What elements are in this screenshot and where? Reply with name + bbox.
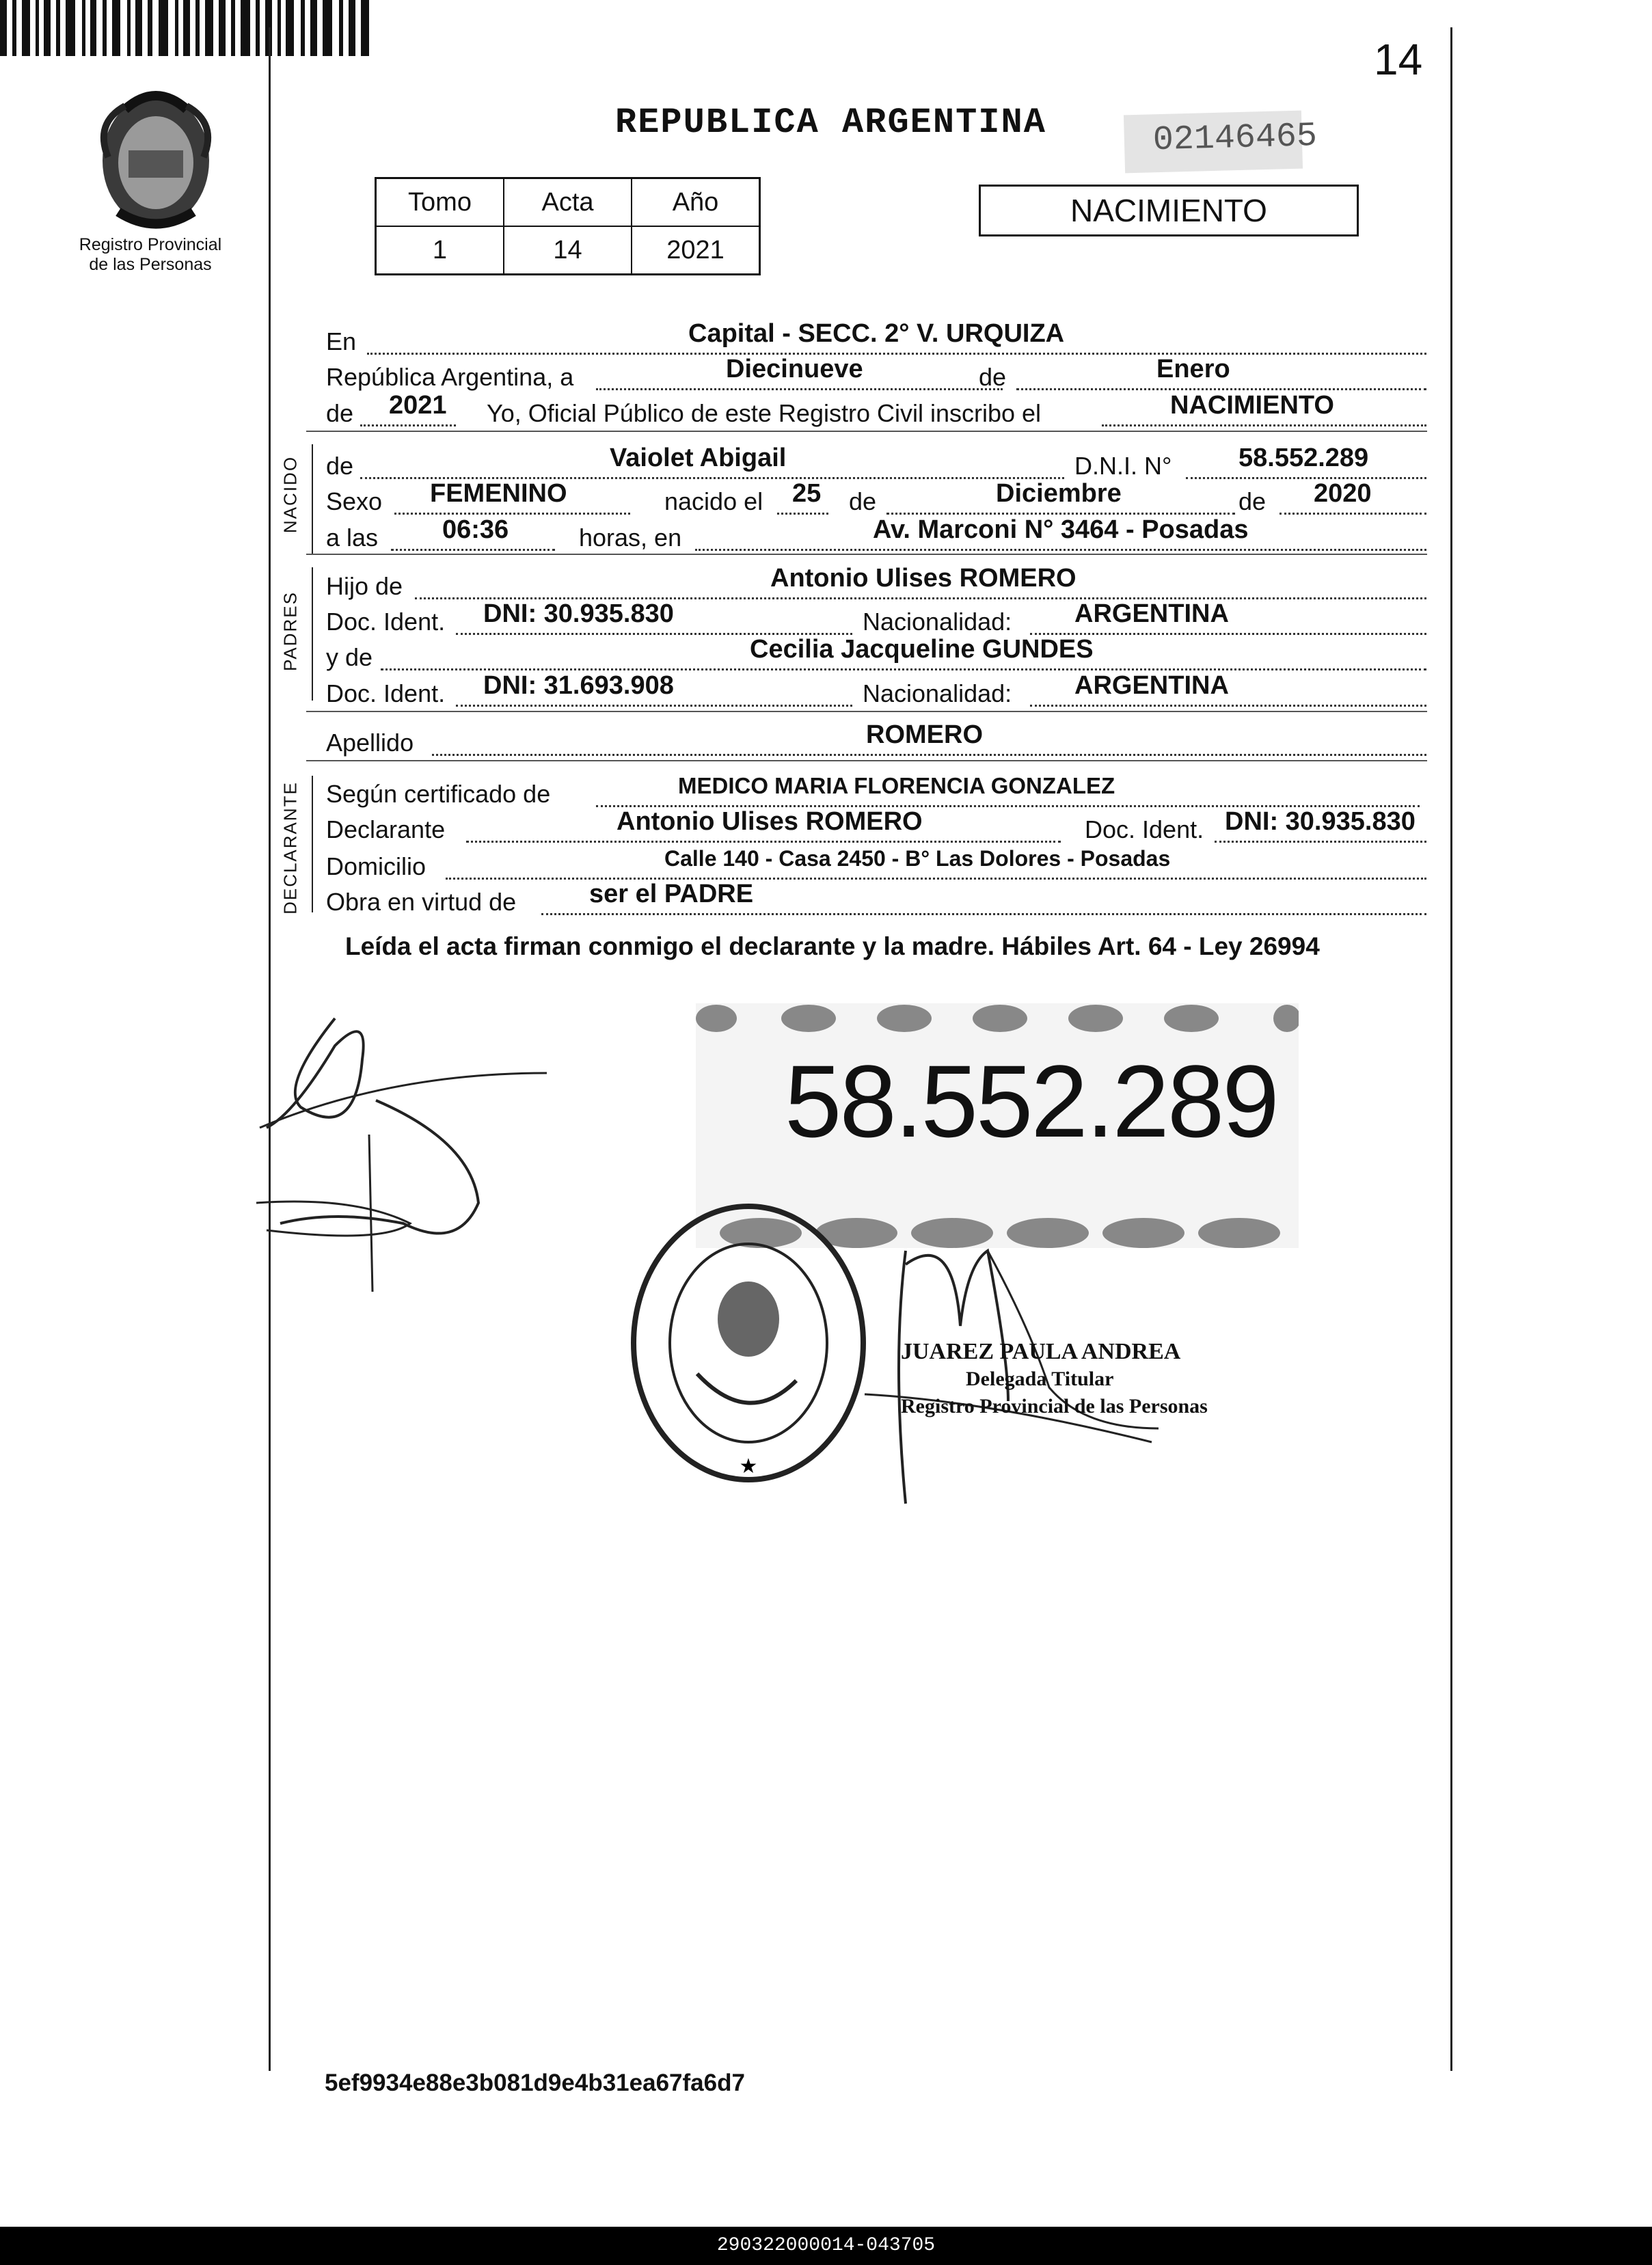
section-bar-declarante — [312, 776, 313, 912]
footer-code-bar: 290322000014-043705 — [0, 2227, 1652, 2265]
value-birth-year: 2020 — [1314, 479, 1372, 508]
row-apellido — [326, 720, 1426, 761]
value-declarante: Antonio Ulises ROMERO — [617, 807, 923, 836]
official-role: Delegada Titular — [966, 1368, 1114, 1390]
label-inscribo: Yo, Oficial Público de este Registro Civil inscribo el — [487, 399, 1042, 427]
value-father-nat: ARGENTINA — [1074, 599, 1229, 628]
label-republica: República Argentina, a — [326, 363, 574, 391]
section-label-padres: PADRES — [280, 591, 301, 671]
value-month: Enero — [1156, 355, 1230, 383]
value-year: 2021 — [389, 391, 447, 420]
label-domicilio: Domicilio — [326, 852, 426, 880]
value-sexo: FEMENINO — [430, 479, 567, 508]
label-certificado: Según certificado de — [326, 780, 551, 808]
value-birth-day: 25 — [792, 479, 822, 508]
logo-caption: Registro Provincial de las Personas — [79, 235, 222, 274]
label-declarante: Declarante — [326, 815, 446, 843]
value-time: 06:36 — [442, 515, 509, 544]
value-birth-place: Av. Marconi N° 3464 - Posadas — [873, 515, 1249, 544]
value-en: Capital - SECC. 2° V. URQUIZA — [688, 319, 1065, 348]
label-de-month: de — [849, 487, 877, 515]
closing-statement: Leída el acta firman conmigo el declarante y la madre. Hábiles Art. 64 - Ley 26994 — [345, 932, 1320, 960]
section-separator — [306, 711, 1427, 712]
header-tomo: Tomo — [376, 178, 504, 227]
label-nacionalidad: Nacionalidad: — [863, 679, 1012, 707]
value-day: Diecinueve — [726, 355, 863, 383]
header-acta: Acta — [504, 178, 632, 227]
page-number: 14 — [1374, 35, 1423, 84]
section-label-nacido: NACIDO — [280, 455, 301, 534]
svg-text:★: ★ — [739, 1454, 758, 1478]
label-horas-en: horas, en — [579, 524, 682, 552]
value-declarante-doc: DNI: 30.935.830 — [1225, 807, 1416, 836]
record-type-box: NACIMIENTO — [979, 185, 1359, 236]
section-bar-nacido — [312, 444, 313, 554]
section-separator — [306, 760, 1427, 761]
label-doc-ident: Doc. Ident. — [1085, 815, 1204, 843]
row-mother-doc — [326, 671, 1426, 711]
value-apellido: ROMERO — [866, 720, 983, 749]
declarant-signature — [253, 1005, 567, 1299]
row-domicilio — [326, 846, 1426, 884]
label-de-year: de — [326, 399, 354, 427]
section-label-declarante: DECLARANTE — [280, 781, 301, 914]
value-child-name: Vaiolet Abigail — [610, 444, 787, 472]
right-margin-line — [1450, 27, 1452, 2071]
label-apellido: Apellido — [326, 729, 414, 757]
label-a-las: a las — [326, 524, 379, 552]
label-y-de: y de — [326, 643, 373, 671]
value-mother-nat: ARGENTINA — [1074, 671, 1229, 700]
value-acta: 14 — [504, 226, 632, 275]
province-coat-of-arms-logo — [87, 82, 224, 232]
label-de-birthyear: de — [1238, 487, 1267, 515]
registry-table — [375, 177, 761, 275]
label-doc-ident: Doc. Ident. — [326, 608, 446, 636]
row-hora — [326, 515, 1426, 556]
section-separator — [306, 554, 1427, 555]
value-certificado: MEDICO MARIA FLORENCIA GONZALEZ — [678, 773, 1115, 798]
label-hijo-de: Hijo de — [326, 572, 403, 600]
label-doc-ident: Doc. Ident. — [326, 679, 446, 707]
label-nacido-el: nacido el — [664, 487, 763, 515]
value-father: Antonio Ulises ROMERO — [770, 564, 1076, 593]
value-obra: ser el PADRE — [589, 880, 754, 908]
value-tomo: 1 — [376, 226, 504, 275]
label-nacionalidad: Nacionalidad: — [863, 608, 1012, 636]
document-title: REPUBLICA ARGENTINA — [615, 103, 1046, 143]
official-office: Registro Provincial de las Personas — [901, 1395, 1208, 1418]
label-de: de — [979, 363, 1007, 391]
label-en: En — [326, 327, 357, 355]
value-mother-doc: DNI: 31.693.908 — [483, 671, 674, 700]
header-ano: Año — [632, 178, 760, 227]
row-obra — [326, 880, 1426, 920]
row-en — [326, 319, 1426, 360]
serial-number-stamp: 02146465 — [1124, 111, 1303, 174]
official-signature-block — [901, 1338, 1208, 1420]
dni-sticker-number: 58.552.289 — [785, 1044, 1277, 1158]
value-child-dni: 58.552.289 — [1238, 444, 1369, 472]
section-separator — [306, 431, 1427, 432]
label-dni: D.N.I. N° — [1074, 452, 1172, 480]
value-domicilio: Calle 140 - Casa 2450 - B° Las Dolores - Posadas — [664, 846, 1171, 871]
row-year — [326, 391, 1426, 431]
value-father-doc: DNI: 30.935.830 — [483, 599, 674, 628]
official-seal-stamp — [625, 1196, 871, 1490]
label-de-name: de — [326, 452, 354, 480]
value-birth-month: Diciembre — [996, 479, 1122, 508]
barcode — [0, 0, 369, 56]
official-name: JUAREZ PAULA ANDREA — [901, 1339, 1181, 1364]
label-sexo: Sexo — [326, 487, 383, 515]
section-bar-padres — [312, 567, 313, 701]
row-declarante — [326, 807, 1426, 847]
document-hash: 5ef9934e88e3b081d9e4b31ea67fa6d7 — [325, 2070, 745, 2096]
label-obra: Obra en virtud de — [326, 888, 517, 916]
value-ano: 2021 — [632, 226, 760, 275]
value-inscribo: NACIMIENTO — [1170, 391, 1334, 420]
value-mother: Cecilia Jacqueline GUNDES — [750, 635, 1094, 664]
sticker-pattern-top — [696, 1003, 1299, 1037]
